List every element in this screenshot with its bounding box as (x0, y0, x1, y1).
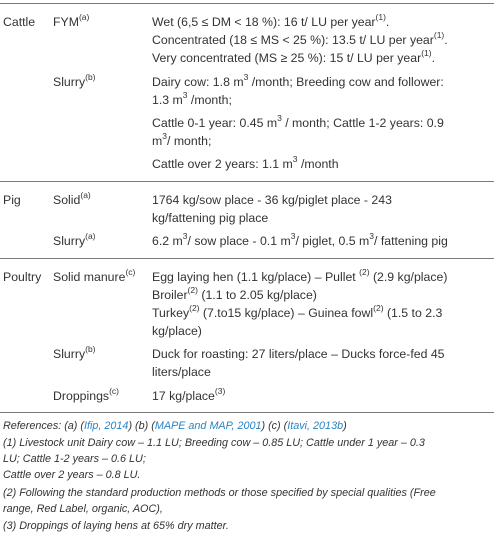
animal-label-cattle: Cattle (3, 15, 36, 29)
footnote-2-line-2: range, Red Label, organic, AOC), (3, 503, 163, 515)
manure-type-poultry-droppings: Droppings$^{(c)}$ (53, 385, 119, 403)
fym-wet-value: Wet (6,5 ≤ DM < 18 %): 16 t/ LU per year$^{(1)}$. (152, 11, 390, 29)
footnote-1-line-1: (1) Livestock unit Dairy cow – 1.1 LU; Breeding cow – 0.85 LU; Cattle under 1 year – 0.3 (3, 437, 425, 449)
footnote-1-line-2: LU; Cattle 1-2 years – 0.6 LU; (3, 453, 146, 465)
pig-solid-line-2: kg/fattening pig place (152, 211, 269, 225)
manure-type-poultry-slurry: Slurry$^{(b)}$ (53, 343, 96, 361)
poultry-slurry-line-2: liters/place (152, 365, 211, 379)
pig-solid-line-1: 1764 kg/sow place - 36 kg/piglet place - 243 (152, 193, 392, 207)
animal-label-pig: Pig (3, 193, 21, 207)
manure-type-poultry-solid: Solid manure$^{(c)}$ (53, 266, 136, 284)
references-line: References: (a) (Ifip, 2014) (b) (MAPE and MAP, 2001) (c) (Itavi, 2013b) (3, 420, 347, 432)
ref-link-ifip[interactable]: Ifip, 2014 (84, 420, 129, 432)
table-bottom-rule (0, 412, 494, 413)
manure-type-pig-solid: Solid$^{(a)}$ (53, 189, 91, 207)
animal-label-poultry: Poultry (3, 270, 42, 284)
manure-type-fym: FYM$^{(a)}$ (53, 11, 90, 29)
poultry-solid-line-2: Broiler$^{(2)}$ (1.1 to 2.05 kg/place) (152, 284, 317, 302)
fym-very-concentrated-value: Very concentrated (MS ≥ 25 %): 15 t/ LU per year$^{(1)}$. (152, 47, 436, 65)
row-rule-pig (0, 258, 494, 259)
footnote-1-line-3: Cattle over 2 years – 0.8 LU. (3, 469, 141, 481)
poultry-solid-line-1: Egg laying hen (1.1 kg/place) – Pullet $^{(2)}$ (2.9 kg/place) (152, 266, 448, 284)
row-rule-cattle (0, 181, 494, 182)
cattle-slurry-line-3: Cattle 0-1 year: 0.45 $m^3$ / month; Cattle 1-2 years: 0.9 (152, 112, 444, 130)
ref-link-mape[interactable]: MAPE and MAP, 2001 (154, 420, 262, 432)
manure-type-cattle-slurry: Slurry$^{(b)}$ (53, 71, 96, 89)
cattle-slurry-line-2: 1.3 $m^3$ /month; (152, 89, 232, 107)
poultry-solid-line-3: Turkey$^{(2)}$ (7.to15 kg/place) – Guinea fowl$^{(2)}$ (1.5 to 2.3 (152, 302, 443, 320)
ref-link-itavi[interactable]: Itavi, 2013b (287, 420, 344, 432)
fym-concentrated-value: Concentrated (18 ≤ MS < 25 %): 13.5 t/ LU per year$^{(1)}$. (152, 29, 448, 47)
footnote-3: (3) Droppings of laying hens at 65% dry matter. (3, 520, 229, 532)
table-top-rule (0, 3, 494, 4)
poultry-solid-line-4: kg/place) (152, 324, 202, 338)
manure-type-pig-slurry: Slurry$^{(a)}$ (53, 230, 96, 248)
footnote-2-line-1: (2) Following the standard production methods or those specified by special qualities (Free (3, 487, 436, 499)
poultry-droppings-value: 17 kg/place$^{(3)}$ (152, 385, 226, 403)
cattle-slurry-line-4: $m^3/$ month; (152, 130, 212, 148)
cattle-slurry-line-1: Dairy cow: 1.8 $m^3$ /month; Breeding cow and follower: (152, 71, 444, 89)
poultry-slurry-line-1: Duck for roasting: 27 liters/place – Ducks force-fed 45 (152, 347, 445, 361)
pig-slurry-value: 6.2 $m^3/$ sow place - 0.1 $m^3/$ piglet, 0.5 $m^3/$ fattening pig (152, 230, 448, 248)
cattle-slurry-line-5: Cattle over 2 years: 1.1 $m^3$ /month (152, 153, 339, 171)
